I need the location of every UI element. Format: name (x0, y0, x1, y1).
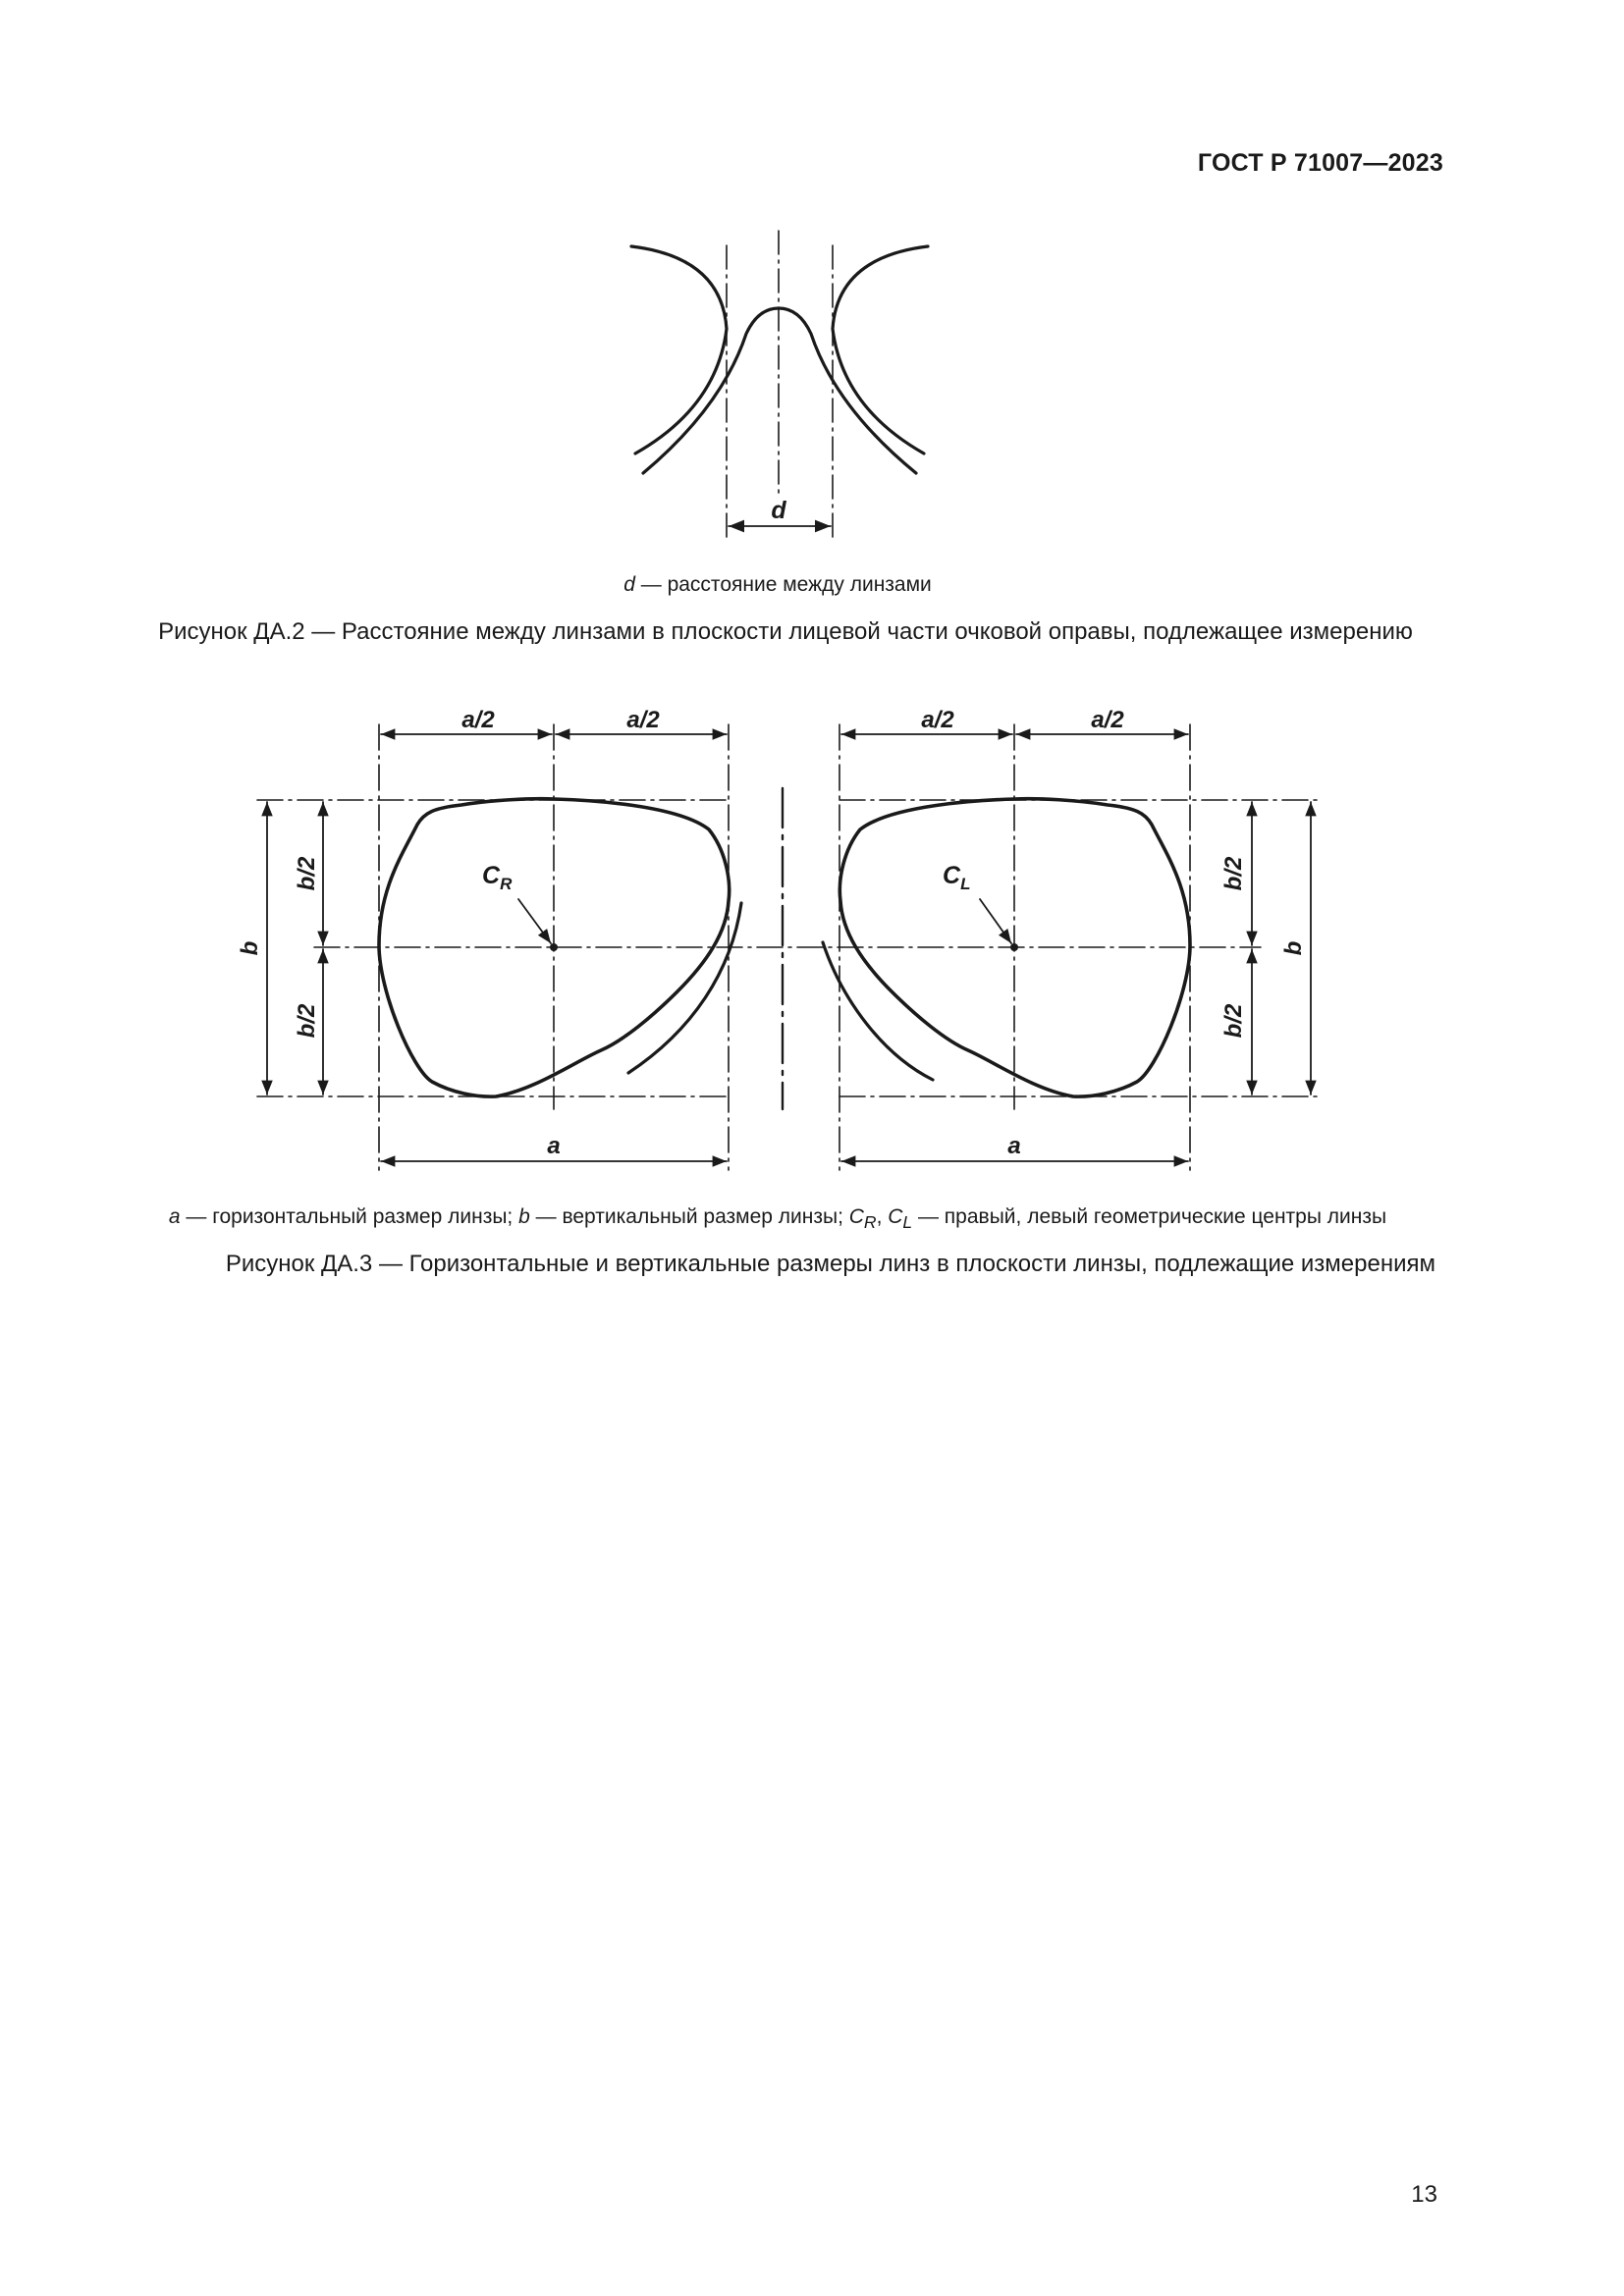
figure-da3-caption: Рисунок ДА.3 — Горизонтальные и вертикальные размеры линз в плоскости линзы, подлежащие измерениям (225, 1251, 1435, 1277)
label-center-left: $C_L$ (943, 862, 971, 893)
bridge-curve (643, 308, 916, 473)
label-right-half-a-1: a/2 (461, 707, 495, 733)
pointer-center-right (518, 899, 551, 943)
label-right-a: a (547, 1133, 561, 1159)
page-number: 13 (1411, 2181, 1437, 2208)
label-right-half-b-top: b/2 (294, 856, 320, 891)
legend-text-d: — расстояние между линзами (634, 573, 932, 596)
label-left-half-b-top: b/2 (1220, 856, 1247, 891)
right-frame-rim-arc (628, 903, 741, 1073)
label-center-right: $C_R$ (482, 862, 513, 893)
figure-da2-caption: Рисунок ДА.2 — Расстояние между линзами в плоскости лицевой части очковой оправы, подлежащее измерению (158, 618, 1413, 645)
right-lens-rim-outer (833, 246, 928, 454)
label-left-a: a (1007, 1133, 1021, 1159)
pointer-center-left (980, 899, 1011, 943)
label-right-b: b (237, 940, 263, 956)
left-lens-rim-outer (631, 246, 727, 454)
center-point-left (1010, 943, 1018, 951)
label-left-half-a-2: a/2 (1091, 707, 1124, 733)
legend-symbol-d: d (623, 573, 635, 596)
center-point-right (550, 943, 558, 951)
label-right-half-a-2: a/2 (626, 707, 660, 733)
label-left-half-a-1: a/2 (921, 707, 954, 733)
label-right-half-b-bottom: b/2 (294, 1003, 320, 1039)
figure-da3-drawing (226, 693, 1335, 1184)
label-left-b: b (1280, 940, 1307, 956)
figure-da2-drawing (609, 224, 943, 540)
figure-da2-legend (0, 573, 1555, 597)
dimension-d-label: d (771, 497, 786, 524)
label-left-half-b-bottom: b/2 (1220, 1003, 1247, 1039)
figure-da3-legend: a — горизонтальный размер линзы; b — вертикальный размер линзы; $C_R$, $C_L$ — правый, левый геометрические центры линзы (168, 1205, 1387, 1233)
document-header: ГОСТ Р 71007—2023 (1197, 149, 1443, 177)
